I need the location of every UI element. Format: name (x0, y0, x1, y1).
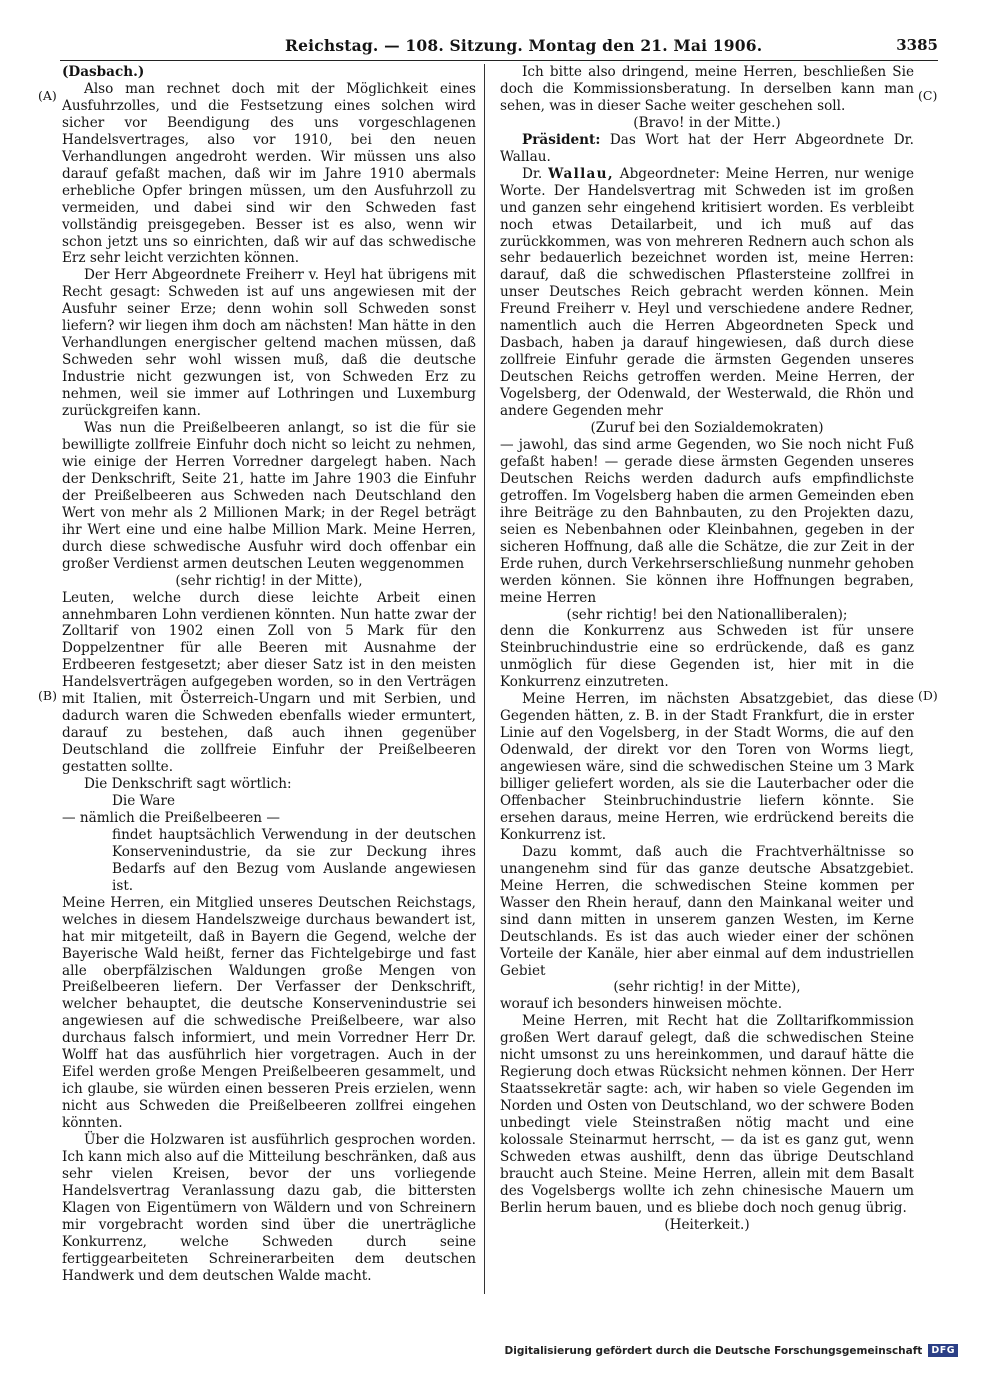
paragraph: Meine Herren, ein Mitglied unseres Deutschen Reichstags, welches in diesem Handelszweige durchaus bewandert ist, hat mir mitgeteilt, daß in Bayern die Gegend, welche der Bayerische Wald heißt, ferner das Fichtelgebirge und fast alle oberpfälzischen Waldungen große Mengen von Preißelbeeren liefern. Der Verfasser der Denkschrift, welcher behauptet, die deutsche Konservenindustrie sei angewiesen auf die schwedische Preißelbeere, war also durchaus falsch informiert, und mein Vorredner Herr Dr. Wolff hat das ausführlich hier vorgetragen. Auch in der Eifel werden große Mengen Preißelbeeren gesammelt, und ich glaube, sie würden einen besseren Preis erzielen, wenn nicht aus Schweden die Preißelbeeren zollfrei eingehen könnten. (62, 894, 476, 1132)
paragraph: Meine Herren, mit Recht hat die Zolltarifkommission großen Wert darauf gelegt, daß die schwedischen Steine nicht umsonst zu uns hereinkommen, und darauf hätte die Regierung doch etwas Rücksicht nehmen können. Der Herr Staatssekretär sagte: ach, wir haben so viele Gegenden im Norden und Osten von Deutschland, wo der schwere Boden unbedingt viele Steinstraßen nötig macht und eine kolossale Steinarmut herrscht, — da ist es ganz gut, wenn Schweden etwas aushilft, denn das übrige Deutschland braucht auch Steine. Meine Herren, allein mit dem Basalt des Vogelsbergs wollte ich zehn chinesische Mauern um Berlin herum bauen, und es bliebe doch noch genug übrig. (500, 1013, 914, 1216)
speaker-prefix: Dr. (522, 165, 543, 182)
margin-marker-b: (B) (38, 688, 57, 703)
paragraph-text: Abgeordneter: Meine Herren, nur wenige Worte. Der Handelsvertrag mit Schweden ist im großen und ganzen sehr eingehend kritisiert worden. Es verbleibt noch etwas Detailarbeit, und ich muß auf das zurückkommen, was von mehreren Rednern auch schon als sehr bedauerlich bezeichnet worden ist, meine Herren: darauf, daß die schwedischen Pflastersteine zollfrei in unser Deutsches Reich gebracht werden können. Mein Freund Freiherr v. Heyl und verschiedene andere Redner, namentlich auch die Herren Abgeordneten Speck und Dasbach, haben ja darauf hingewiesen, daß durch diese zollfreie Einfuhr gerade die ärmsten Gegenden unseres Deutschen Reichs getroffen werden. Meine Herren, der Vogelsberg, der Odenwald, der Westerwald, die Rhön und andere Gegenden mehr (500, 165, 914, 420)
margin-marker-d: (D) (918, 688, 938, 703)
paragraph: worauf ich besonders hinweisen möchte. (500, 996, 783, 1013)
paragraph: Der Herr Abgeordnete Freiherr v. Heyl hat übrigens mit Recht gesagt: Schweden ist auf uns angewiesen mit der Ausfuhr seiner Erze; denn wohin soll Schweden sonst liefern? wir liegen ihm doch am nächsten! Man hätte in den Verhandlungen energischer geltend machen müssen, daß Schweden sehr wohl wissen muß, daß die deutsche Industrie nicht gezwungen ist, von Schweden Erz zu nehmen, weil sie immer auf Lothringen und Luxemburg zurückgreifen kann. (62, 267, 476, 420)
speaker-paragraph (500, 166, 914, 420)
running-header (60, 34, 938, 61)
paragraph: Meine Herren, im nächsten Absatzgebiet, das diese Gegenden hätten, z. B. in der Stadt Frankfurt, die in erster Linie auf den Vogelsberg, in der Stadt Worms, die auf den Odenwald, der direkt vor den Toren von Worms liegt, angewiesen wäre, sind die schwedischen Steine um 3 Mark billiger geliefert worden, als sie die Lauterbacher oder die Offenbacher Steinbruchindustrie liefern könnte. Sie ersehen daraus, meine Herren, wie erdrückend bereits die Konkurrenz ist. (500, 691, 914, 843)
interjection: (sehr richtig! bei den Nationalliberalen); (566, 606, 848, 623)
margin-marker-c: (C) (918, 88, 938, 103)
interjection: (sehr richtig! in der Mitte), (175, 572, 363, 589)
margin-marker-a: (A) (38, 88, 57, 103)
quote-block: findet hauptsächlich Verwendung in der deutschen Konservenindustrie, da sie zur Deckung ihres Bedarfs auf den Bezug vom Auslande angewiesen ist. (112, 826, 476, 894)
interjection: (Zuruf bei den Sozialdemokraten) (590, 420, 824, 437)
right-column (500, 64, 914, 1234)
interjection: (sehr richtig! in der Mitte), (613, 979, 801, 996)
footer-text: Digitalisierung gefördert durch die Deutsche Forschungsgemeinschaft (504, 1344, 923, 1357)
page-number: 3385 (896, 36, 938, 54)
president-statement (500, 132, 914, 166)
quote-line: — nämlich die Preißelbeeren — (62, 809, 280, 826)
running-title: Reichstag. — 108. Sitzung. Montag den 21. Mai 1906. (285, 36, 763, 55)
paragraph: — jawohl, das sind arme Gegenden, wo Sie noch nicht Fuß gefaßt haben! — gerade diese ärmsten Gegenden unseres Deutschen Reichs werden dadurch aufs empfindlichste getroffen. Im Vogelsberg haben die armen Gemeinden eben ihre Beiträge zu den Bahnbauten, zu den Projekten dazu, seien es Nebenbahnen oder Kleinbahnen, gegeben in der sicheren Hoffnung, daß alle die Schätze, die zur Zeit in der Erde ruhen, durch Verkehrserschließung nunmehr gehoben werden können. Sie können ihre Hoffnungen begraben, meine Herren (500, 436, 914, 606)
paragraph: Leuten, welche durch diese leichte Arbeit einen annehmbaren Lohn verdienen könnten. Nun hatte zwar der Zolltarif von 1902 einen Zoll von 5 Mark für den Doppelzentner für alle Beeren mit Ausnahme der Erdbeeren festgesetzt; aber dieser Satz ist in den meisten Handelsverträgen aufgegeben worden, so in den Verträgen mit Italien, mit Österreich-Ungarn und mit Serbien, und dadurch waren die Schweden ebenfalls wieder ermuntert, darauf zu bestehen, daß auch ihnen gegenüber Deutschland die zollfreie Einfuhr der Preißelbeeren gestatten sollte. (62, 589, 476, 776)
dfg-logo-icon: DFG (928, 1344, 958, 1357)
paragraph: denn die Konkurrenz aus Schweden ist für unsere Steinbruchindustrie eine so erdrückende, daß es ganz unmöglich für diese Gegenden ist, hier mit in die Konkurrenz einzutreten. (500, 623, 914, 691)
speaker-tag: (Dasbach.) (62, 64, 145, 80)
speaker-name: Wallau, (548, 165, 614, 182)
column-divider (484, 64, 485, 1294)
president-text: Das Wort hat der Herr Abgeordnete Dr. Wallau. (500, 131, 914, 165)
interjection: (Heiterkeit.) (664, 1216, 750, 1233)
quote-line: Die Ware (112, 792, 176, 809)
paragraph: Die Denkschrift sagt wörtlich: (84, 776, 292, 793)
paragraph: Über die Holzwaren ist ausführlich gesprochen worden. Ich kann mich also auf die Mitteilung beschränken, daß aus sehr vielen Kreisen, bevor der uns vorliegende Handelsvertrag Veranlassung dazu gab, die bittersten Klagen von Eigentümern von Wäldern und von Schreinern mir vorgebracht worden sind über die unerträgliche Konkurrenz, welche Schweden durch seine fertiggearbeiteten Schreinerarbeiten dem deutschen Handwerk und dem deutschen Walde macht. (62, 1132, 476, 1284)
paragraph: Ich bitte also dringend, meine Herren, beschließen Sie doch die Kommissionsberatung. In derselben kann man sehen, was in dieser Sache weiter geschehen soll. (500, 64, 914, 114)
left-column (62, 64, 476, 1285)
president-label: Präsident: (522, 131, 601, 148)
paragraph: Dazu kommt, daß auch die Frachtverhältnisse so unangenehm sind für das ganze deutsche Absatzgebiet. Meine Herren, die schwedischen Steine kommen per Wasser den Rhein herauf, dann den Mainkanal weiter und sind dann mitten in unserem ganzen Westen, im Kerne Deutschlands. Es ist das auch wieder einer der schönen Vorteile der Kanäle, hier aber einmal auf dem industriellen Gebiet (500, 843, 914, 979)
interjection: (Bravo! in der Mitte.) (633, 114, 781, 131)
footer-credit (505, 1344, 958, 1357)
paragraph: Also man rechnet doch mit der Möglichkeit eines Ausfuhrzolles, und die Festsetzung eines solchen wird sicher vor Beendigung des uns vorgeschlagenen Handelsvertrages, also vor 1910, bei den neuen Verhandlungen angedroht werden. Wir müssen uns also darauf gefaßt machen, daß wir im Jahre 1910 abermals erhebliche Opfer bringen müssen, um den Ausfuhrzoll zu vermeiden, und dabei sind wir den Schweden fast vollständig preisgegeben. Besser ist es also, wenn wir schon jetzt uns so einrichten, daß wir auf das schwedische Erz sehr leicht verzichten können. (62, 80, 476, 267)
paragraph: Was nun die Preißelbeeren anlangt, so ist die für sie bewilligte zollfreie Einfuhr doch nicht so leicht zu nehmen, wie einige der Herren Vorredner dargelegt haben. Nach der Denkschrift, Seite 21, hatte im Jahre 1903 die Einfuhr der Preißelbeeren aus Schweden nach Deutschland den Wert von mehr als 2 Millionen Mark; in der Regel beträgt ihr Wert eine und eine halbe Million Mark. Meine Herren, durch diese schwedische Ausfuhr wird doch offenbar ein großer Verdienst armen deutschen Leuten weggenommen (62, 420, 476, 572)
